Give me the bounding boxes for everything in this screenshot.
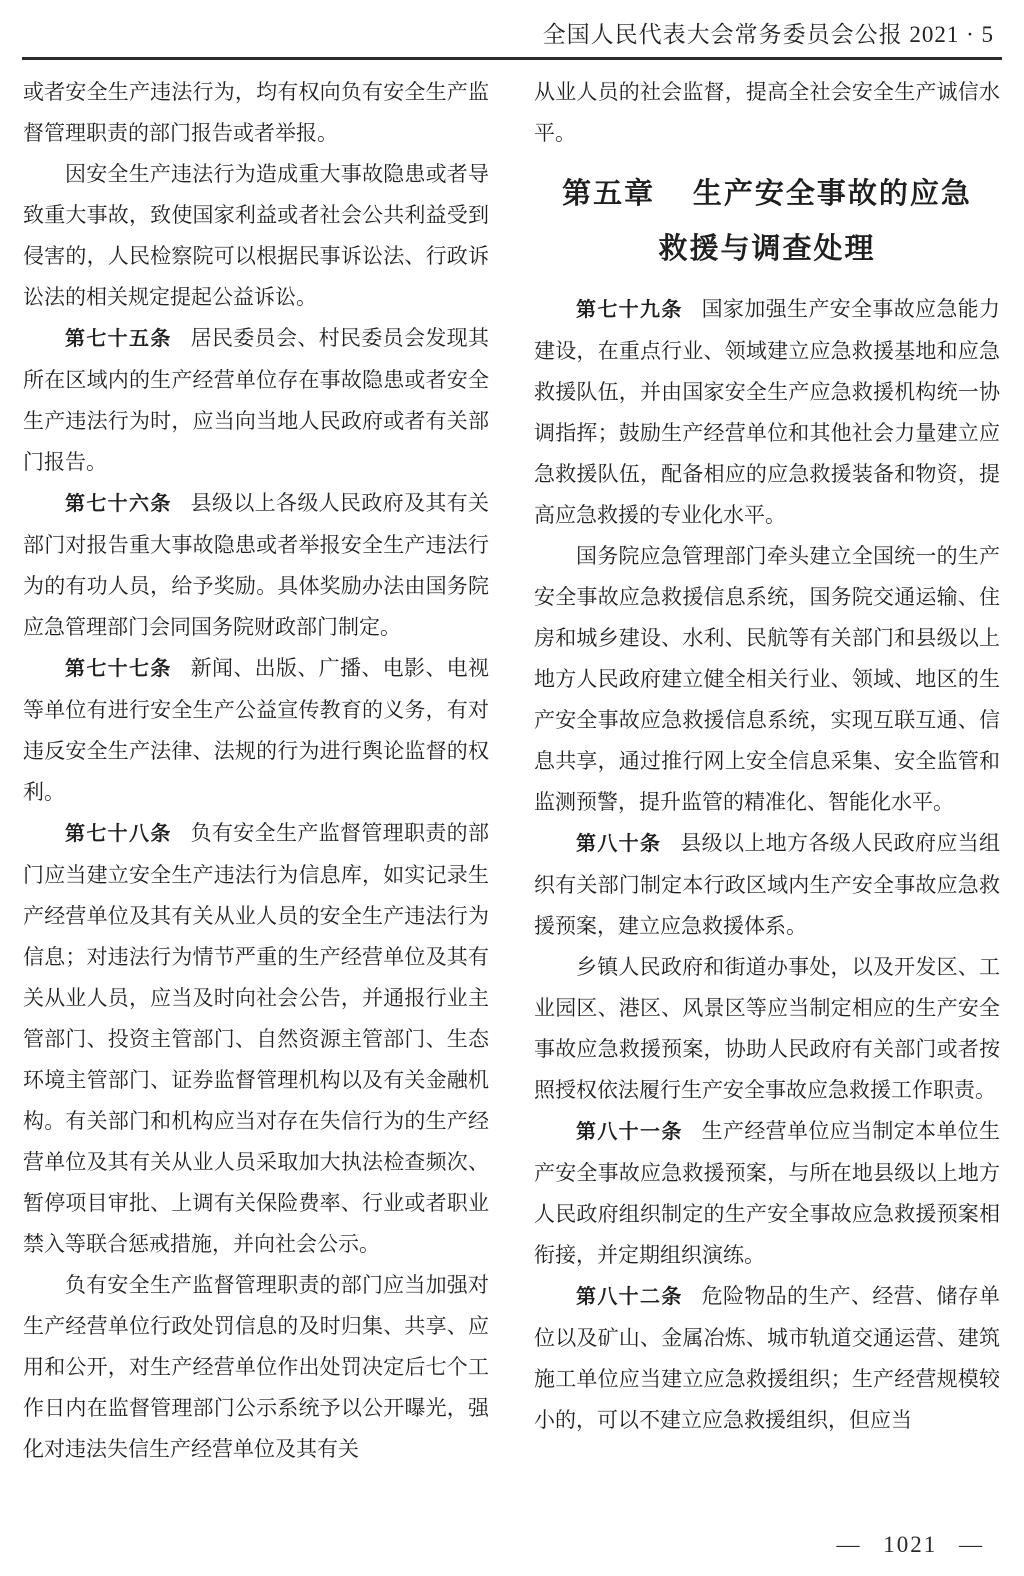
chapter-heading-line2: 救援与调查处理 — [658, 233, 876, 265]
article-paragraph: 第八十条 县级以上地方各级人民政府应当组织有关部门制定本行政区域内生产安全事故应急救援预案，建立应急救援体系。 — [534, 831, 1001, 938]
article-number: 第七十六条 — [65, 493, 172, 515]
article-paragraph: 第七十九条 国家加强生产安全事故应急能力建设，在重点行业、领域建立应急救援基地和应急救援队伍，并由国家安全生产应急救援机构统一协调指挥；鼓励生产经营单位和其他社会力量建立应急救援队伍，配备相应的应急救援装备和物资，提高应急救援的专业化水平。 — [534, 297, 1001, 527]
article-paragraph: 第七十五条 居民委员会、村民委员会发现其所在区域内的生产经营单位存在事故隐患或者安全生产违法行为时，应当向当地人民政府或者有关部门报告。 — [23, 326, 490, 474]
article-number: 第八十一条 — [576, 1121, 683, 1143]
article-paragraph: 第七十八条 负有安全生产监督管理职责的部门应当建立安全生产违法行为信息库，如实记录生产经营单位及其有关从业人员的安全生产违法行为信息；对违法行为情节严重的生产经营单位及其有关从业人员，应当及时向社会公告，并通报行业主管部门、投资主管部门、自然资源主管部门、生态环境主管部门、证券监督管理机构以及有关金融机构。有关部门和机构应当对存在失信行为的生产经营单位及其有关从业人员采取加大执法检查频次、暂停项目审批、上调有关保险费率、行业或者职业禁入等联合惩戒措施，并向社会公示。 — [23, 821, 490, 1256]
left-column — [23, 72, 489, 1470]
running-head-title: 全国人民代表大会常务委员会公报 2021 · 5 — [542, 22, 994, 47]
chapter-number: 第五章 — [562, 178, 656, 210]
article-number: 第七十五条 — [65, 328, 172, 350]
article-number: 第八十二条 — [576, 1286, 683, 1308]
article-number: 第七十七条 — [65, 658, 172, 680]
chapter-heading — [534, 167, 1000, 277]
chapter-title-part1: 生产安全事故的应急 — [692, 178, 972, 210]
right-column — [534, 72, 1000, 1470]
article-number: 第七十八条 — [65, 823, 172, 845]
article-paragraph: 第七十七条 新闻、出版、广播、电影、电视等单位有进行安全生产公益宣传教育的义务，有对违反安全生产法律、法规的行为进行舆论监督的权利。 — [23, 656, 490, 804]
article-paragraph: 第八十二条 危险物品的生产、经营、储存单位以及矿山、金属冶炼、城市轨道交通运营、建筑施工单位应当建立应急救援组织；生产经营规模较小的，可以不建立应急救援组织，但应当 — [534, 1284, 1001, 1432]
article-number: 第八十条 — [576, 833, 662, 855]
body-paragraph: 因安全生产违法行为造成重大事故隐患或者导致重大事故，致使国家利益或者社会公共利益受到侵害的，人民检察院可以根据民事诉讼法、行政诉讼法的相关规定提起公益诉讼。 — [23, 162, 489, 309]
body-paragraph: 乡镇人民政府和街道办事处，以及开发区、工业园区、港区、风景区等应当制定相应的生产安全事故应急救援预案，协助人民政府有关部门或者按照授权依法履行生产安全事故应急救援工作职责。 — [534, 955, 1000, 1102]
article-paragraph: 第八十一条 生产经营单位应当制定本单位生产安全事故应急救援预案，与所在地县级以上地方人民政府组织制定的生产安全事故应急救援预案相衔接，并定期组织演练。 — [534, 1119, 1001, 1267]
header-divider — [22, 57, 1002, 60]
article-paragraph: 第七十六条 县级以上各级人民政府及其有关部门对报告重大事故隐患或者举报安全生产违法行为的有功人员，给予奖励。具体奖励办法由国务院应急管理部门会同国务院财政部门制定。 — [23, 491, 490, 639]
body-paragraph: 国务院应急管理部门牵头建立全国统一的生产安全事故应急救援信息系统，国务院交通运输、住房和城乡建设、水利、民航等有关部门和县级以上地方人民政府建立健全相关行业、领域、地区的生产安全事故应急救援信息系统，实现互联互通、信息共享，通过推行网上安全信息采集、安全监管和监测预警，提升监管的精准化、智能化水平。 — [534, 544, 1000, 814]
body-paragraph: 从业人员的社会监督，提高全社会安全生产诚信水平。 — [534, 80, 1000, 145]
body-paragraph: 或者安全生产违法行为，均有权向负有安全生产监督管理职责的部门报告或者举报。 — [23, 80, 489, 145]
article-number: 第七十九条 — [576, 299, 683, 321]
two-column-body — [23, 72, 1001, 1470]
body-paragraph: 负有安全生产监督管理职责的部门应当加强对生产经营单位行政处罚信息的及时归集、共享、应用和公开，对生产经营单位作出处罚决定后七个工作日内在监督管理部门公示系统予以公开曝光，强化对违法失信生产经营单位及其有关 — [23, 1273, 489, 1461]
page-number: — 1021 — — [836, 1532, 984, 1557]
chapter-heading-line1 — [534, 167, 1000, 222]
